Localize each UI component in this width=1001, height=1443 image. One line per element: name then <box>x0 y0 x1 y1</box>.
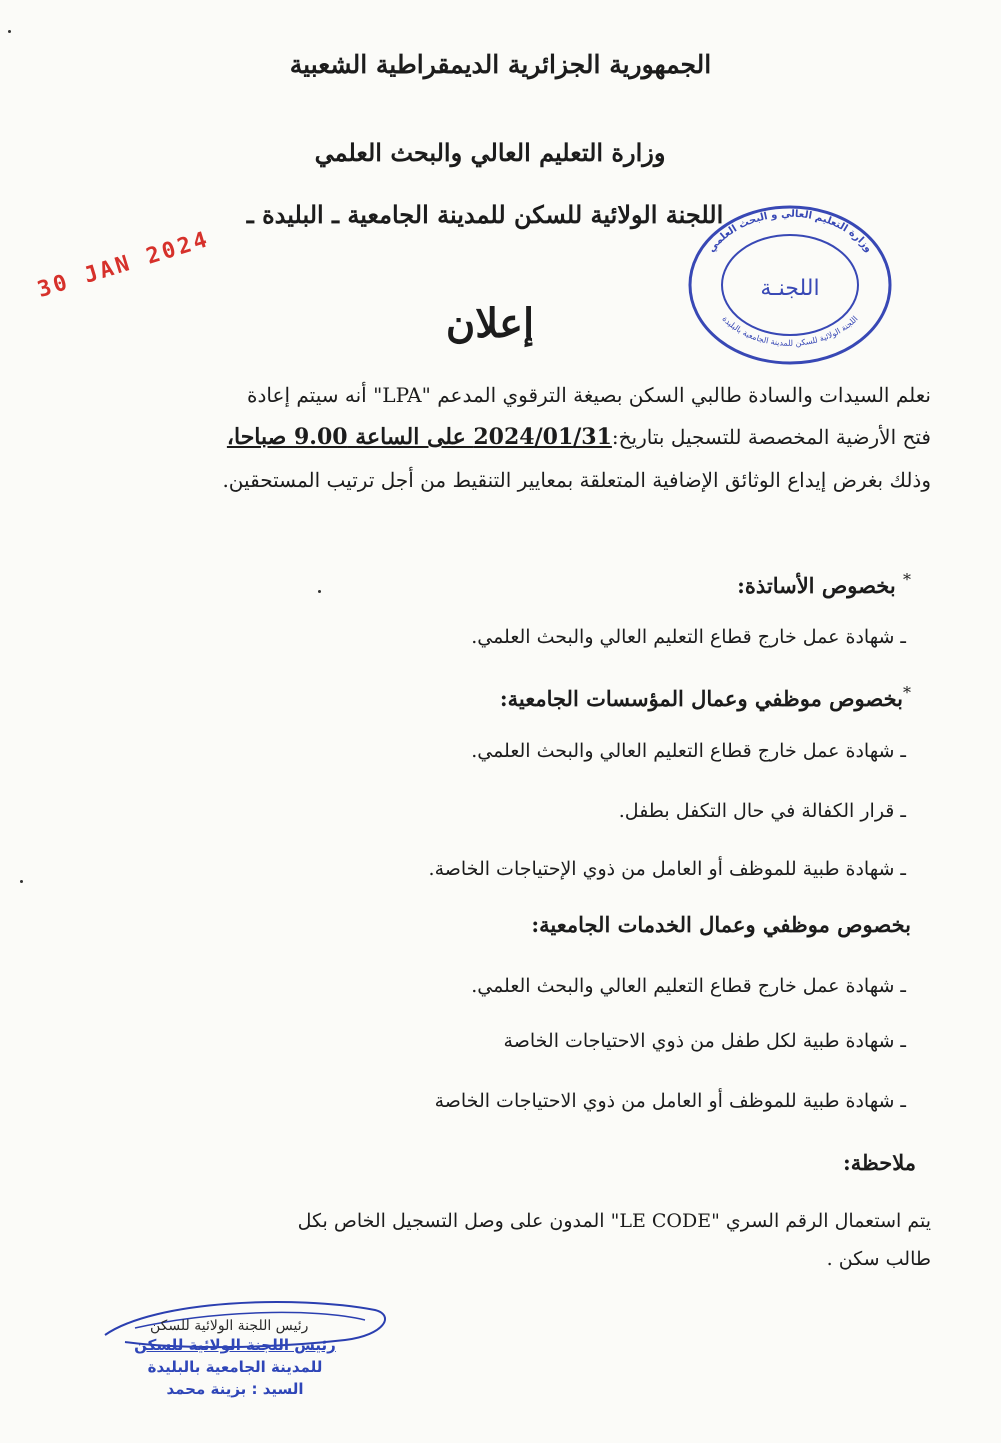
reopening-date: 2024/01/31 على الساعة 9.00 صباحا، <box>226 424 612 450</box>
list-item: ـ شهادة طبية للموظف أو العامل من ذوي الاحتياجات الخاصة <box>434 1090 906 1112</box>
stamp-line-1: رئيس اللجنة الولائية للسكن <box>134 1336 336 1354</box>
seal-outer-text: وزارة التعليم العالي و البحث العلمي <box>706 208 875 255</box>
seal-inner-text: اللجنة الولائية للسكن للمدينة الجامعية بالبليدة <box>720 314 860 348</box>
svg-text:وزارة التعليم العالي و البحث ا <box>706 209 874 255</box>
received-date-stamp: 30 JAN 2024 <box>34 226 213 303</box>
ministry-header: وزارة التعليم العالي والبحث العلمي <box>314 138 666 167</box>
signatory-stamp <box>110 1335 360 1400</box>
section-heading-university-staff: *بخصوص موظفي وعمال المؤسسات الجامعية: <box>499 683 911 711</box>
list-item: ـ شهادة عمل خارج قطاع التعليم العالي والبحث العلمي. <box>471 740 906 762</box>
note-label: ملاحظة: <box>843 1150 916 1175</box>
stamp-line-3: السيد : بزينة محمد <box>166 1379 304 1398</box>
list-item: ـ شهادة طبية للموظف أو العامل من ذوي الإحتياجات الخاصة. <box>428 858 906 880</box>
scan-speck <box>318 590 321 593</box>
seal-center-text: اللجنـة <box>760 276 820 301</box>
intro-line-3: وذلك بغرض إيداع الوثائق الإضافية المتعلقة بمعايير التنقيط من أجل ترتيب المستحقين. <box>222 467 931 492</box>
list-item: ـ شهادة عمل خارج قطاع التعليم العالي والبحث العلمي. <box>471 626 906 648</box>
announcement-title: إعلان <box>445 300 535 347</box>
intro-line-1: نعلم السيدات والسادة طالبي السكن بصيغة الترقوي المدعم "LPA" أنه سيتم إعادة <box>247 383 931 407</box>
list-item: ـ شهادة عمل خارج قطاع التعليم العالي والبحث العلمي. <box>471 975 906 997</box>
intro-paragraph <box>61 382 931 494</box>
section-heading-professors: * بخصوص الأساتذة: <box>737 570 911 598</box>
note-line-1: يتم استعمال الرقم السري "LE CODE" المدون على وصل التسجيل الخاص بكل <box>297 1210 931 1232</box>
stamp-line-2: للمدينة الجامعية بالبليدة <box>147 1357 323 1376</box>
republic-header: الجمهورية الجزائرية الديمقراطية الشعبية <box>289 50 712 79</box>
scan-speck <box>8 30 11 33</box>
list-item: ـ شهادة طبية لكل طفل من ذوي الاحتياجات الخاصة <box>503 1030 906 1052</box>
intro-line-2: فتح الأرضية المخصصة للتسجيل بتاريخ:2024/01/31 على الساعة 9.00 صباحا، <box>226 424 931 450</box>
committee-seal <box>685 200 895 370</box>
scan-speck <box>20 880 23 883</box>
note-text <box>111 1202 931 1278</box>
note-line-2: طالب سكن . <box>826 1248 931 1270</box>
committee-header: اللجنة الولائية للسكن للمدينة الجامعية ـ البليدة ـ <box>246 200 724 229</box>
list-item: ـ قرار الكفالة في حال التكفل بطفل. <box>618 800 906 822</box>
section-heading-services-staff: بخصوص موظفي وعمال الخدمات الجامعية: <box>531 912 911 937</box>
signatory-title: رئيس اللجنة الولائية للسكن <box>150 1318 309 1334</box>
